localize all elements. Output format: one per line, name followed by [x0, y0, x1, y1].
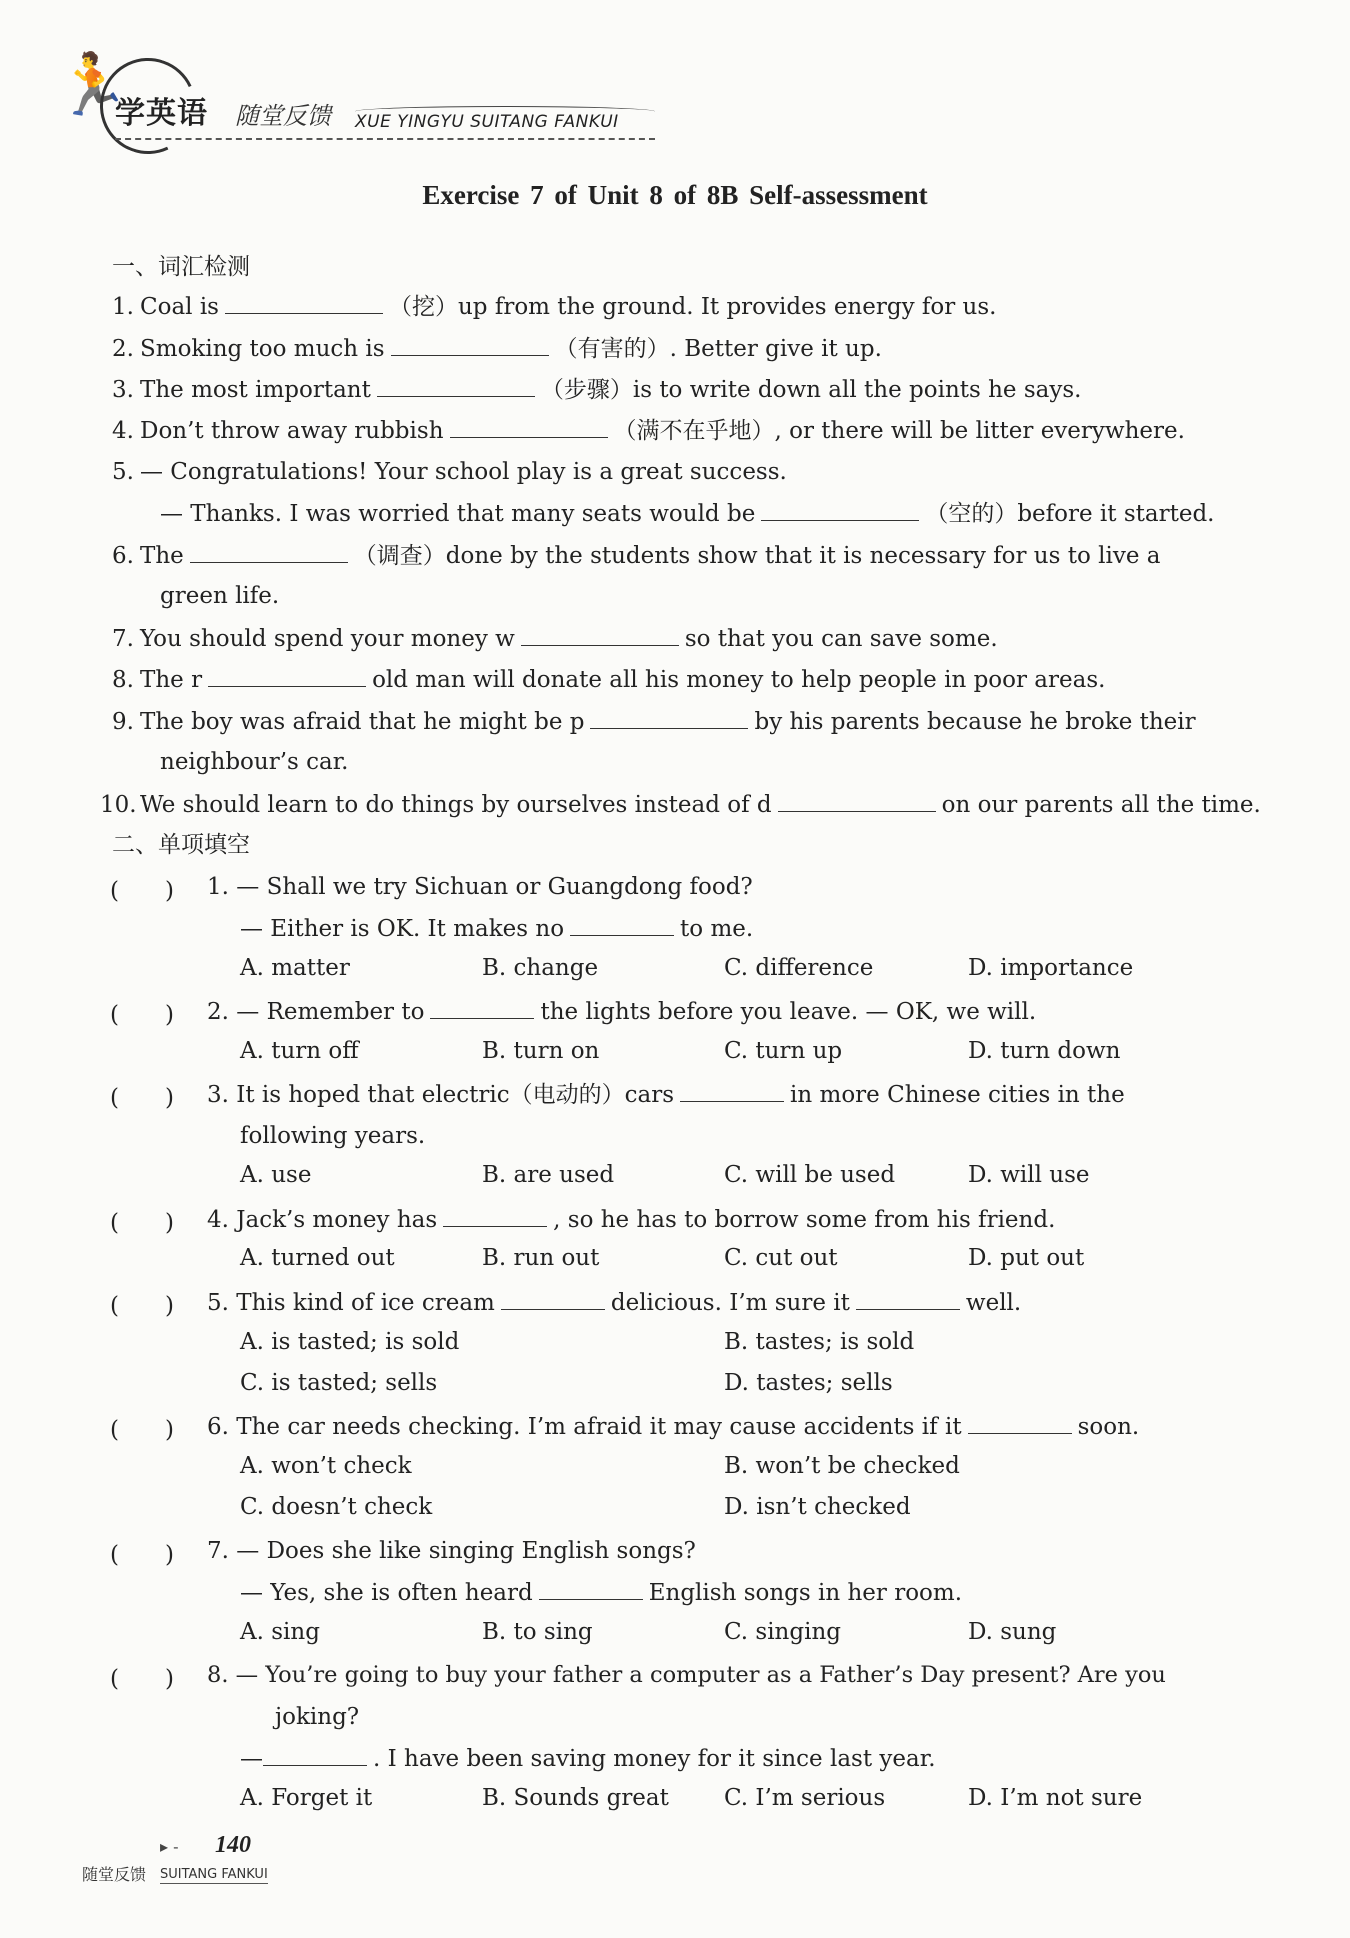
item-text: The — [140, 543, 184, 569]
item-text: by his parents because he broke their — [754, 709, 1196, 735]
page-number: 140 — [215, 1832, 251, 1858]
item-text: so that you can save some. — [684, 626, 998, 652]
vocab-item-7 — [100, 623, 998, 654]
vocab-item-9-cont — [160, 747, 349, 777]
stem-text: 5. This kind of ice cream — [207, 1290, 495, 1316]
mcq-8-option-d[interactable]: D. I’m not sure — [968, 1785, 1143, 1811]
vocab-item-6-cont — [160, 581, 279, 611]
mcq-2-option-b[interactable]: B. turn on — [482, 1038, 600, 1064]
mcq-4-option-a[interactable]: A. turned out — [240, 1245, 395, 1271]
item-text: Smoking too much is — [140, 336, 385, 362]
item-text: （挖）up from the ground. It provides energy for us. — [388, 294, 997, 320]
mcq-3-option-c[interactable]: C. will be used — [724, 1162, 896, 1188]
stem-text: — Yes, she is often heard — [240, 1580, 533, 1606]
mcq-6-stem — [207, 1411, 1139, 1442]
vocab-item-10 — [100, 789, 1261, 820]
item-text: （空的）before it started. — [925, 501, 1215, 527]
mcq-1-stem: 1. — Shall we try Sichuan or Guangdong food? — [207, 874, 753, 900]
item-text: We should learn to do things by ourselves instead of d — [140, 792, 772, 818]
item-text: old man will donate all his money to help people in poor areas. — [372, 667, 1106, 693]
vocab-item-8 — [100, 664, 1105, 695]
answer-blank[interactable] — [501, 1287, 605, 1310]
item-number: 4. — [112, 418, 134, 444]
item-text: on our parents all the time. — [941, 792, 1261, 818]
answer-paren[interactable]: ( ) — [110, 878, 174, 904]
answer-paren[interactable]: ( ) — [110, 1085, 174, 1111]
mcq-4-option-d[interactable]: D. put out — [968, 1245, 1085, 1271]
mcq-4-option-c[interactable]: C. cut out — [724, 1245, 838, 1271]
answer-blank[interactable] — [968, 1411, 1072, 1434]
answer-blank[interactable] — [391, 333, 549, 356]
vocab-item-9 — [100, 706, 1196, 737]
answer-blank[interactable] — [225, 291, 383, 314]
stem-text: 3. It is hoped that electric（电动的）cars — [207, 1082, 675, 1108]
stem-text: English songs in her room. — [648, 1580, 963, 1606]
answer-blank[interactable] — [856, 1287, 960, 1310]
vocab-item-1 — [100, 291, 996, 322]
mcq-7-reply — [240, 1577, 962, 1608]
mcq-4-stem — [207, 1204, 1055, 1235]
stem-text: — Either is OK. It makes no — [240, 916, 565, 942]
mcq-3-option-a[interactable]: A. use — [240, 1162, 312, 1188]
item-text: Don’t throw away rubbish — [140, 418, 444, 444]
stem-text: delicious. I’m sure it — [610, 1290, 850, 1316]
mcq-1-option-c[interactable]: C. difference — [724, 955, 874, 981]
answer-blank[interactable] — [450, 415, 608, 438]
stem-text: — — [240, 1746, 263, 1772]
item-text: The boy was afraid that he might be p — [140, 709, 585, 735]
mcq-1-reply — [240, 913, 753, 944]
mcq-7-stem: 7. — Does she like singing English songs? — [207, 1538, 696, 1564]
answer-paren[interactable]: ( ) — [110, 1417, 174, 1443]
answer-blank[interactable] — [443, 1204, 547, 1227]
item-number: 5. — [112, 459, 134, 485]
vocab-item-3 — [100, 374, 1081, 405]
item-text: （调查）done by the students show that it is necessary for us to live a — [353, 543, 1161, 569]
stem-text: 2. — Remember to — [207, 999, 425, 1025]
answer-blank[interactable] — [430, 996, 534, 1019]
stem-text: , so he has to borrow some from his friend. — [553, 1207, 1056, 1233]
mcq-1-option-b[interactable]: B. change — [482, 955, 599, 981]
mcq-8-option-b[interactable]: B. Sounds great — [482, 1785, 669, 1811]
mcq-7-option-a[interactable]: A. sing — [240, 1619, 320, 1645]
item-number: 7. — [112, 626, 134, 652]
mcq-3-option-b[interactable]: B. are used — [482, 1162, 615, 1188]
mcq-1-option-d[interactable]: D. importance — [968, 955, 1134, 981]
vocab-item-6 — [100, 540, 1160, 571]
item-text: — Thanks. I was worried that many seats would be — [160, 501, 756, 527]
mcq-5-stem — [207, 1287, 1021, 1318]
answer-paren[interactable]: ( ) — [110, 1293, 174, 1319]
mcq-3-option-d[interactable]: D. will use — [968, 1162, 1090, 1188]
answer-blank[interactable] — [208, 664, 366, 687]
mcq-8-reply — [240, 1743, 936, 1774]
item-number: 1. — [112, 294, 134, 320]
section-heading-mcq: 二、单项填空 — [112, 832, 250, 858]
runner-logo-icon: 🏃 — [55, 50, 130, 120]
mcq-3-stem-cont: following years. — [240, 1123, 426, 1149]
answer-blank[interactable] — [539, 1577, 643, 1600]
brand-en: XUE YINGYU SUITANG FANKUI — [355, 112, 619, 132]
vocab-item-4 — [100, 415, 1185, 446]
item-text: neighbour’s car. — [160, 749, 349, 775]
footer-brand-cn: 随堂反馈 — [82, 1865, 147, 1884]
mcq-1-option-a[interactable]: A. matter — [240, 955, 350, 981]
stem-text: well. — [965, 1290, 1022, 1316]
stem-text: in more Chinese cities in the — [790, 1082, 1125, 1108]
mcq-8-stem-cont: joking? — [275, 1704, 360, 1730]
mcq-2-option-a[interactable]: A. turn off — [240, 1038, 359, 1064]
mcq-7-option-b[interactable]: B. to sing — [482, 1619, 593, 1645]
mcq-4-option-b[interactable]: B. run out — [482, 1245, 600, 1271]
item-text: Coal is — [140, 294, 219, 320]
answer-blank[interactable] — [570, 913, 674, 936]
mcq-7-option-c[interactable]: C. singing — [724, 1619, 841, 1645]
item-text: green life. — [160, 583, 280, 609]
answer-paren[interactable]: ( ) — [110, 1542, 174, 1568]
stem-text: soon. — [1077, 1414, 1140, 1440]
mcq-2-stem — [207, 996, 1036, 1027]
item-text: （满不在乎地）, or there will be litter everywhere. — [613, 418, 1185, 444]
answer-blank[interactable] — [190, 540, 348, 563]
mcq-2-option-d[interactable]: D. turn down — [968, 1038, 1121, 1064]
brand-cn: 学英语 — [115, 96, 208, 131]
mcq-8-option-c[interactable]: C. I’m serious — [724, 1785, 886, 1811]
stem-text: 6. The car needs checking. I’m afraid it may cause accidents if it — [207, 1414, 962, 1440]
brand-cn-sub: 随堂反馈 — [235, 102, 331, 130]
page-header — [55, 50, 665, 150]
answer-blank[interactable] — [263, 1743, 367, 1766]
item-text: （步骤）is to write down all the points he says. — [540, 377, 1082, 403]
stem-text: . I have been saving money for it since last year. — [373, 1746, 936, 1772]
header-rule — [115, 138, 655, 140]
item-text: — Congratulations! Your school play is a great success. — [140, 459, 787, 485]
item-text: You should spend your money w — [140, 626, 515, 652]
vocab-item-5-reply — [160, 498, 1214, 529]
mcq-5-option-c[interactable]: C. is tasted; sells — [240, 1370, 438, 1396]
item-number: 8. — [112, 667, 134, 693]
answer-blank[interactable] — [377, 374, 535, 397]
answer-blank[interactable] — [778, 789, 936, 812]
mcq-6-option-d[interactable]: D. isn’t checked — [724, 1494, 911, 1520]
footer-brand-en: SUITANG FANKUI — [160, 1867, 268, 1882]
mcq-6-option-a[interactable]: A. won’t check — [240, 1453, 412, 1479]
section-heading-vocab: 一、词汇检测 — [112, 254, 250, 280]
mcq-2-option-c[interactable]: C. turn up — [724, 1038, 843, 1064]
page-arrow-icon: ▸ - — [160, 1837, 179, 1856]
answer-blank[interactable] — [680, 1079, 784, 1102]
mcq-6-option-b[interactable]: B. won’t be checked — [724, 1453, 960, 1479]
answer-blank[interactable] — [761, 498, 919, 521]
stem-text: to me. — [680, 916, 754, 942]
vocab-item-5 — [100, 457, 787, 487]
item-number: 10. — [100, 792, 137, 818]
mcq-8-stem: 8. — You’re going to buy your father a computer as a Father’s Day present? Are you — [207, 1662, 1166, 1688]
answer-paren[interactable]: ( ) — [110, 1210, 174, 1236]
item-text: （有害的）. Better give it up. — [554, 336, 882, 362]
item-number: 6. — [112, 543, 134, 569]
item-number: 2. — [112, 336, 134, 362]
mcq-8-option-a[interactable]: A. Forget it — [240, 1785, 373, 1811]
mcq-5-option-b[interactable]: B. tastes; is sold — [724, 1329, 915, 1355]
answer-paren[interactable]: ( ) — [110, 1002, 174, 1028]
vocab-item-2 — [100, 333, 882, 364]
mcq-3-stem — [207, 1079, 1125, 1110]
page-title: Exercise 7 of Unit 8 of 8B Self-assessment — [422, 180, 928, 210]
mcq-5-option-d[interactable]: D. tastes; sells — [724, 1370, 893, 1396]
mcq-5-option-a[interactable]: A. is tasted; is sold — [240, 1329, 460, 1355]
item-text: The r — [140, 667, 203, 693]
stem-text: the lights before you leave. — OK, we will. — [540, 999, 1037, 1025]
stem-text: 4. Jack’s money has — [207, 1207, 438, 1233]
mcq-7-option-d[interactable]: D. sung — [968, 1619, 1057, 1645]
item-text: The most important — [140, 377, 371, 403]
mcq-6-option-c[interactable]: C. doesn’t check — [240, 1494, 433, 1520]
item-number: 3. — [112, 377, 134, 403]
answer-blank[interactable] — [521, 623, 679, 646]
item-number: 9. — [112, 709, 134, 735]
answer-paren[interactable]: ( ) — [110, 1666, 174, 1692]
answer-blank[interactable] — [590, 706, 748, 729]
